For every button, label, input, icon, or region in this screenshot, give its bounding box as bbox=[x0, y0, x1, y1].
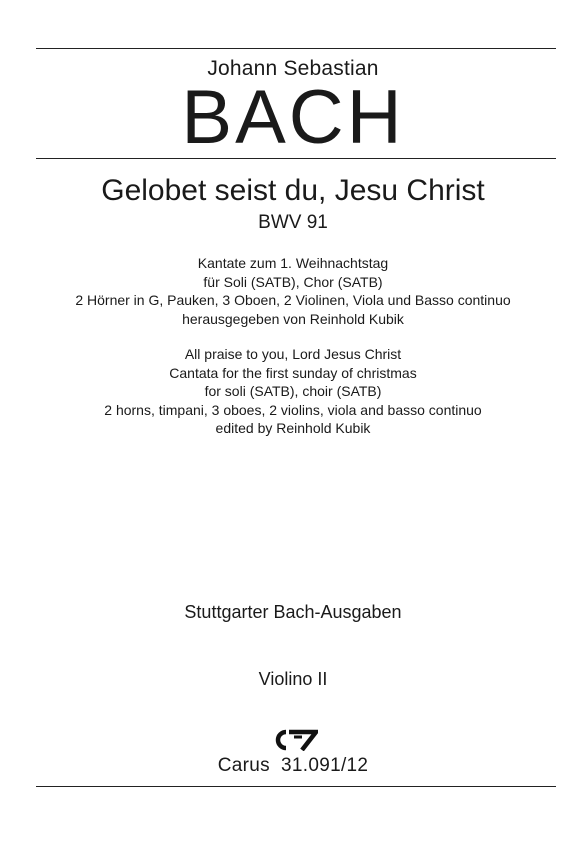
description-line: 2 horns, timpani, 3 oboes, 2 violins, viola and basso continuo bbox=[104, 401, 482, 418]
top-rule bbox=[36, 48, 556, 49]
description-line: edited by Reinhold Kubik bbox=[215, 420, 371, 436]
description-line: herausgegeben von Reinhold Kubik bbox=[182, 310, 404, 327]
catalog-number: Carus 31.091/12 bbox=[217, 755, 369, 776]
composer-surname: BACH bbox=[181, 75, 405, 160]
description-line: Kantate zum 1. Weihnachtstag bbox=[197, 255, 389, 271]
bottom-rule bbox=[36, 786, 556, 787]
description-line: Cantata for the first sunday of christmas bbox=[169, 364, 417, 381]
description-german bbox=[0, 254, 586, 328]
carus-logo-icon bbox=[272, 729, 318, 751]
description-line: for soli (SATB), choir (SATB) bbox=[204, 383, 382, 399]
work-title: Gelobet seist du, Jesu Christ bbox=[101, 174, 485, 207]
description-line: 2 Hörner in G, Pauken, 3 Oboen, 2 Violinen, Viola und Basso continuo bbox=[75, 292, 511, 308]
description-line: All praise to you, Lord Jesus Christ bbox=[184, 346, 402, 362]
bwv-number: BWV 91 bbox=[258, 212, 328, 233]
middle-rule bbox=[36, 158, 556, 159]
description-line: für Soli (SATB), Chor (SATB) bbox=[203, 273, 383, 290]
instrument-part: Violino II bbox=[258, 669, 328, 689]
edition-series: Stuttgarter Bach-Ausgaben bbox=[184, 602, 402, 622]
composer-first-names: Johann Sebastian bbox=[207, 57, 379, 80]
description-english bbox=[0, 345, 586, 438]
